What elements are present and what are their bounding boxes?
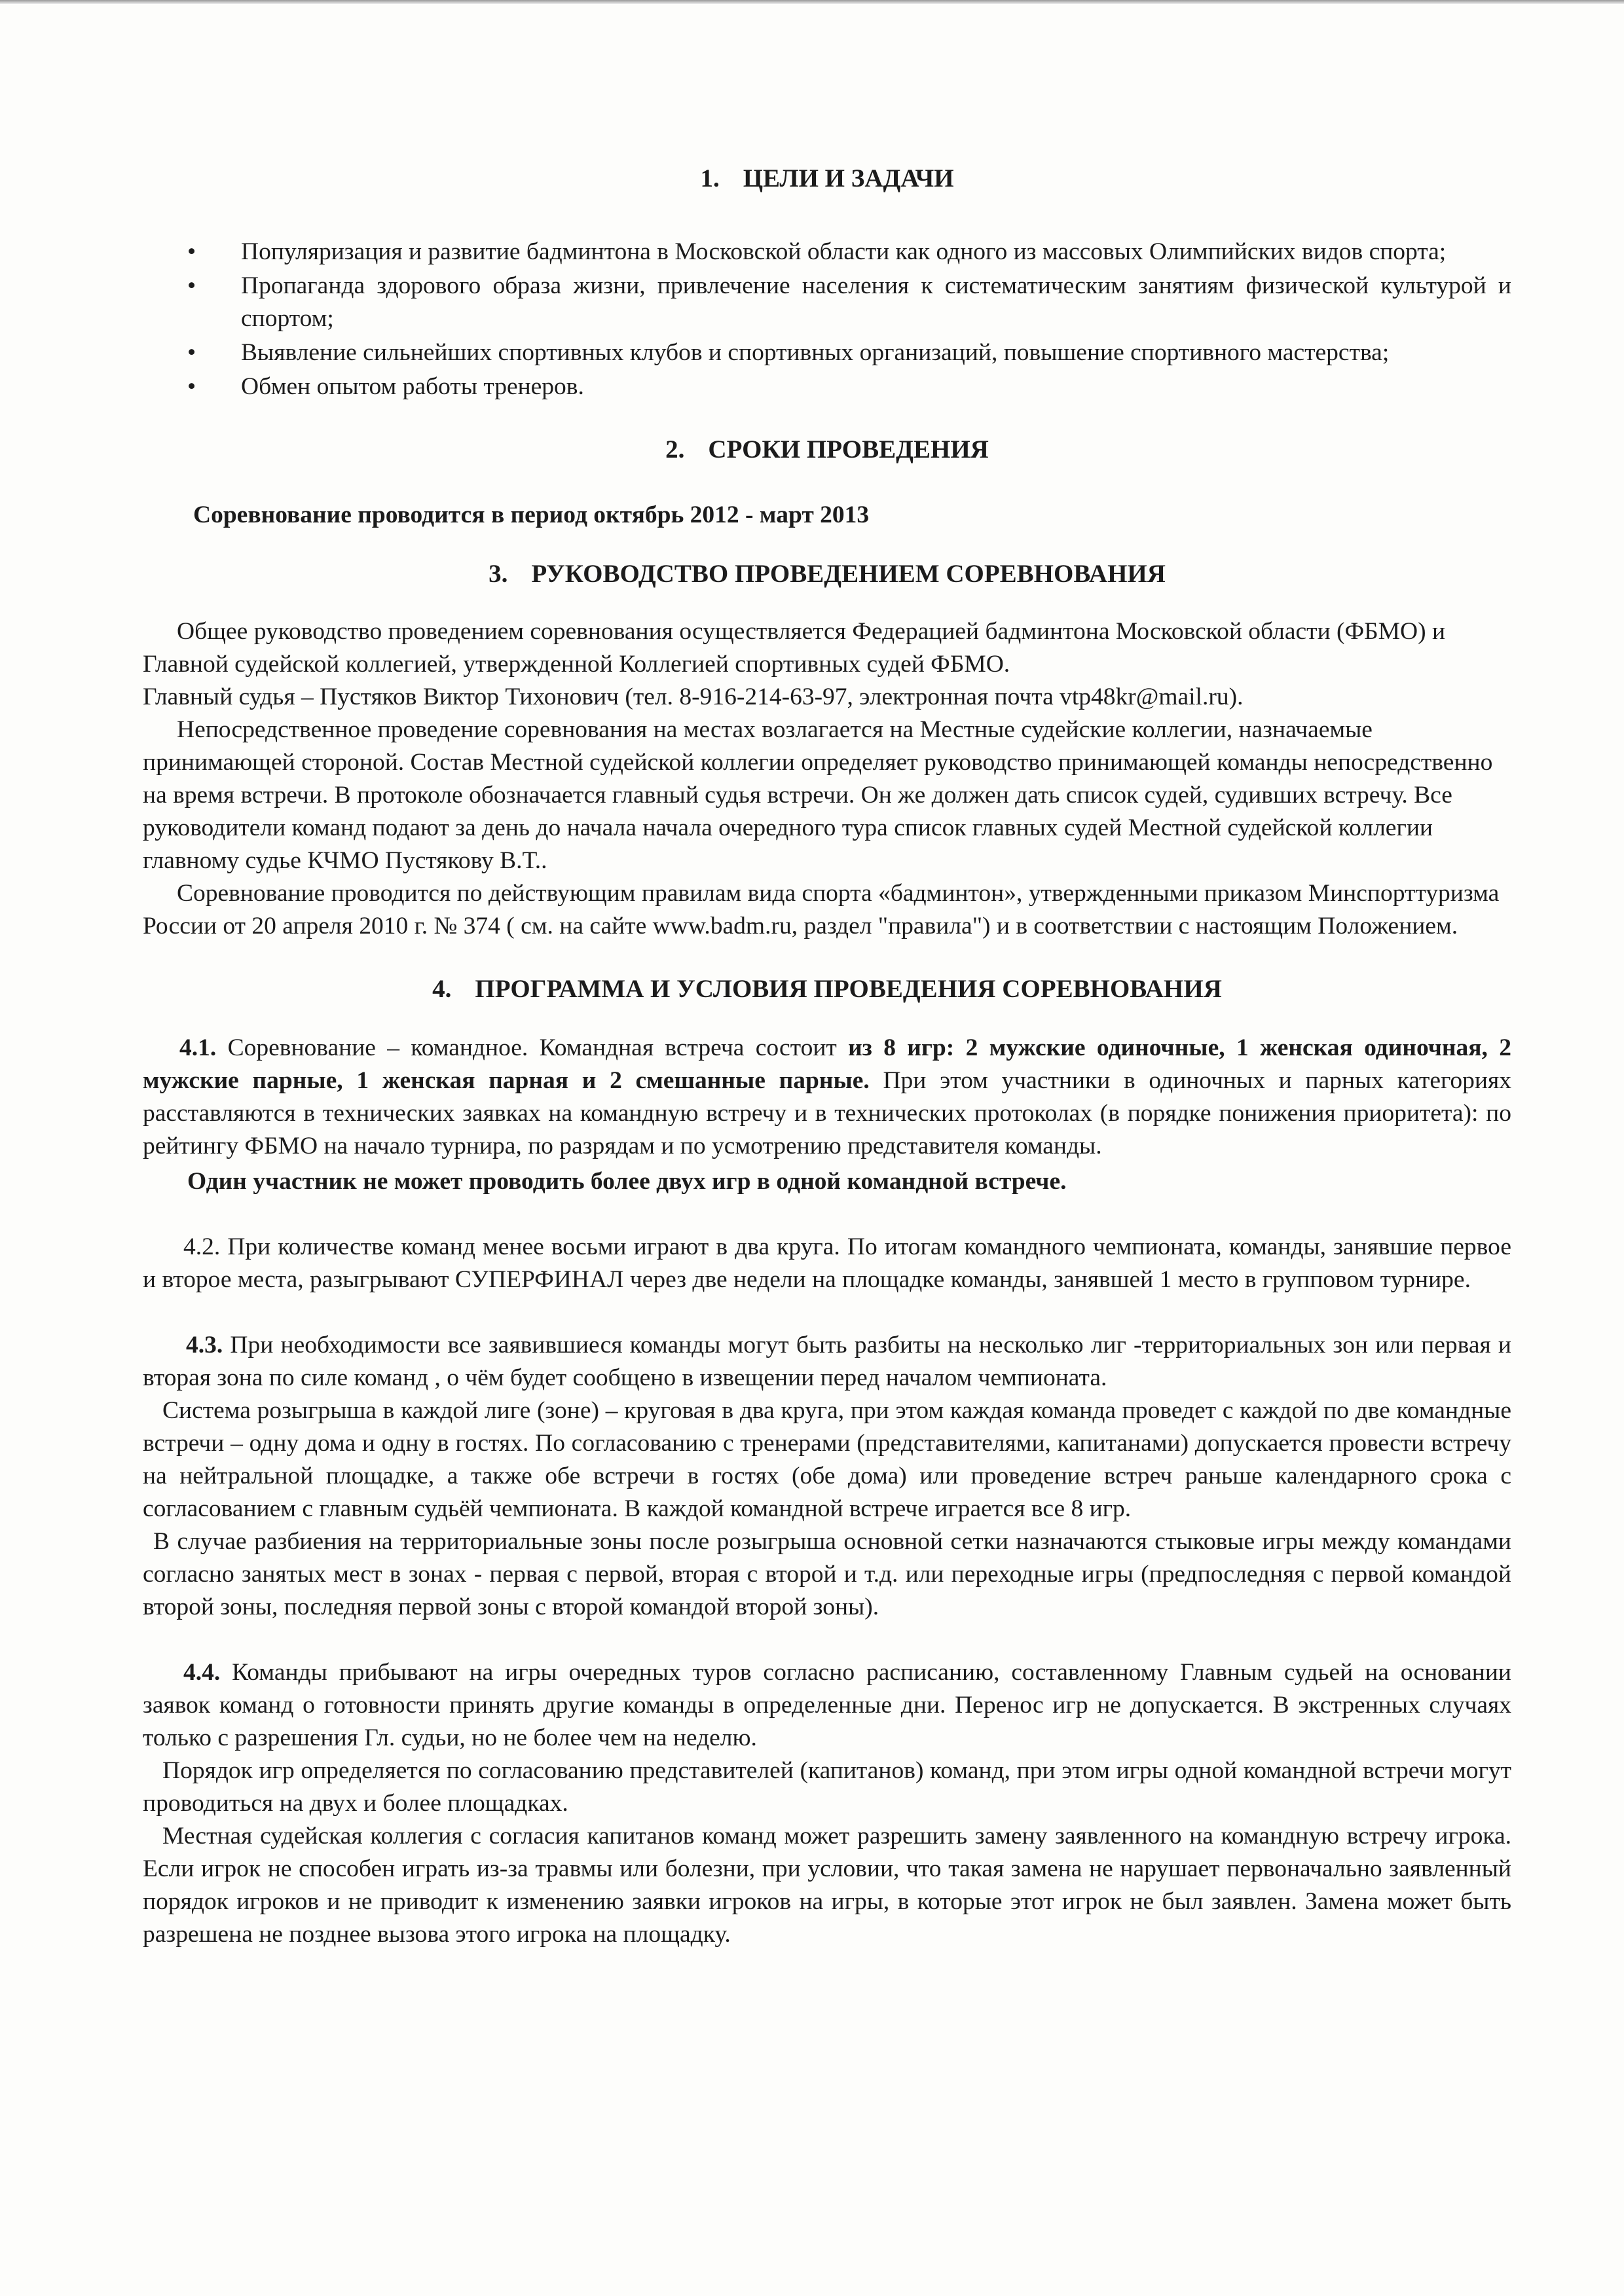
paragraph: Система розыгрыша в каждой лиге (зоне) – круговая в два круга, при этом каждая команда проведет с каждой по две командные встречи – одну дома и одну в гостях. По согласованию с тренерами (представителями, капитанами) допускается провести встречу на нейтральной площадке, а также обе встречи в гостях (обе дома) или проведение встреч раньше календарного срока с согласованием с главным судьёй чемпионата. В каждой командной встрече играется все 8 игр. xyxy=(143,1397,1511,1522)
clause-4-2: 4.2. При количестве команд менее восьми играют в два круга. По итогам командного чемпионата, команды, занявшие первое и второе места, разыгрывают СУПЕРФИНАЛ через две недели на площадке команды, занявшей 1 место в групповом турнире. xyxy=(143,1233,1511,1293)
section-3-heading xyxy=(143,558,1511,591)
clause-text-bold: из 8 игр: 2 мужские одиночные, 1 женская одиночная, 2 мужские парные, 1 женская парная и 2 смешанные парные. xyxy=(143,1034,1511,1094)
section-3-title: РУКОВОДСТВО ПРОВЕДЕНИЕМ СОРЕВНОВАНИЯ xyxy=(531,560,1166,588)
clause-4-1-rule: Один участник не может проводить более двух игр в одной командной встрече. xyxy=(187,1168,1067,1195)
bullet-icon: • xyxy=(187,238,196,265)
clause-text: Команды прибывают на игры очередных туров согласно расписанию, составленному Главным судьей на основании заявок команд о готовности принять другие команды в определенные дни. Перенос игр не допускается. В экстренных случаях только с разрешения Гл. судьи, но не более чем на неделю. xyxy=(143,1659,1511,1751)
list-item-text: Обмен опытом работы тренеров. xyxy=(241,373,584,400)
document-body xyxy=(143,162,1511,1951)
bullet-icon: • xyxy=(187,339,196,366)
clause-text: Соревнование – командное. Командная встреча состоит xyxy=(216,1034,849,1061)
section-4-body xyxy=(143,1032,1511,1951)
section-2-number: 2. xyxy=(665,435,685,464)
list-item xyxy=(143,371,1511,403)
competition-period: Соревнование проводится в период октябрь 2012 - март 2013 xyxy=(193,501,870,528)
section-3-number: 3. xyxy=(489,560,508,588)
section-1-title: ЦЕЛИ И ЗАДАЧИ xyxy=(743,164,954,192)
goals-list xyxy=(143,236,1511,403)
list-item-text: Популяризация и развитие бадминтона в Московской области как одного из массовых Олимпийских видов спорта; xyxy=(241,238,1447,265)
section-4-title: ПРОГРАММА И УСЛОВИЯ ПРОВЕДЕНИЯ СОРЕВНОВАНИЯ xyxy=(475,975,1222,1003)
clause-text: При необходимости все заявившиеся команды могут быть разбиты на несколько лиг -территориальных зон или первая и вторая зона по силе команд , о чём будет сообщено в извещении перед началом чемпионата. xyxy=(143,1332,1511,1391)
section-1-heading xyxy=(143,162,1511,195)
clause-number: 4.1. xyxy=(179,1034,217,1061)
list-item xyxy=(143,337,1511,369)
section-4-number: 4. xyxy=(432,975,452,1003)
paragraph: Порядок игр определяется по согласованию представителей (капитанов) команд, при этом игры одной командной встречи могут проводиться на двух и более площадках. xyxy=(143,1757,1511,1817)
bullet-icon: • xyxy=(187,373,196,400)
clause-4-1 xyxy=(143,1032,1511,1163)
list-item-text: Выявление сильнейших спортивных клубов и спортивных организаций, повышение спортивного мастерства; xyxy=(241,339,1390,366)
list-item-text: Пропаганда здорового образа жизни, привлечение населения к систематическим занятиям физической культурой и спортом; xyxy=(241,272,1511,332)
clause-number: 4.3. xyxy=(186,1332,223,1358)
paragraph: Непосредственное проведение соревнования на местах возлагается на Местные судейские коллегии, назначаемые принимающей стороной. Состав Местной судейской коллегии определяет руководство принимающей команды непосредственно на время встречи. В протоколе обозначается главный судья встречи. Он же должен дать список судей, судивших встречу. Все руководители команд подают за день до начала начала очередного тура список главных судей Местной судейской коллегии главному судье КЧМО Пустякову В.Т.. xyxy=(143,716,1493,874)
bullet-icon: • xyxy=(187,272,196,299)
section-4-heading xyxy=(143,973,1511,1006)
section-3-body xyxy=(143,615,1511,943)
list-item xyxy=(143,270,1511,335)
clause-4-4 xyxy=(143,1656,1511,1755)
clause-4-3 xyxy=(143,1329,1511,1394)
clause-text: При этом участники в одиночных и парных категориях расставляются в технических заявках на командную встречу и в технических протоколах (в порядке понижения приоритета): по рейтингу ФБМО на начало турнира, по разрядам и по усмотрению представителя команды. xyxy=(143,1067,1511,1159)
scan-top-edge xyxy=(0,0,1624,4)
section-2-title: СРОКИ ПРОВЕДЕНИЯ xyxy=(708,435,989,464)
paragraph: Общее руководство проведением соревнования осуществляется Федерацией бадминтона Московской области (ФБМО) и Главной судейской коллегией, утвержденной Коллегией спортивных судей ФБМО. xyxy=(143,618,1446,678)
list-item xyxy=(143,236,1511,268)
section-2-heading xyxy=(143,433,1511,466)
clause-number: 4.4. xyxy=(183,1659,221,1686)
paragraph: Местная судейская коллегия с согласия капитанов команд может разрешить замену заявленного на командную встречу игрока. Если игрок не способен играть из-за травмы или болезни, при условии, что такая замена не нарушает первоначально заявленный порядок игроков и не приводит к изменению заявки игроков на игры, в которые этот игрок не был заявлен. Замена может быть разрешена не позднее вызова этого игрока на площадку. xyxy=(143,1823,1511,1948)
paragraph: Соревнование проводится по действующим правилам вида спорта «бадминтон», утвержденными приказом Минспорттуризма России от 20 апреля 2010 г. № 374 ( см. на сайте www.badm.ru, раздел "правила") и в соответствии с настоящим Положением. xyxy=(143,880,1500,939)
section-1-number: 1. xyxy=(700,164,720,192)
chief-judge-line: Главный судья – Пустяков Виктор Тихонович (тел. 8-916-214-63-97, электронная почта vtp48kr@mail.ru). xyxy=(143,683,1244,710)
paragraph: В случае разбиения на территориальные зоны после розыгрыша основной сетки назначаются стыковые игры между командами согласно занятых мест в зонах - первая с первой, вторая с второй и т.д. или переходные игры (предпоследняя с первой командой второй зоны, последняя первой зоны с второй командой второй зоны). xyxy=(143,1528,1511,1620)
